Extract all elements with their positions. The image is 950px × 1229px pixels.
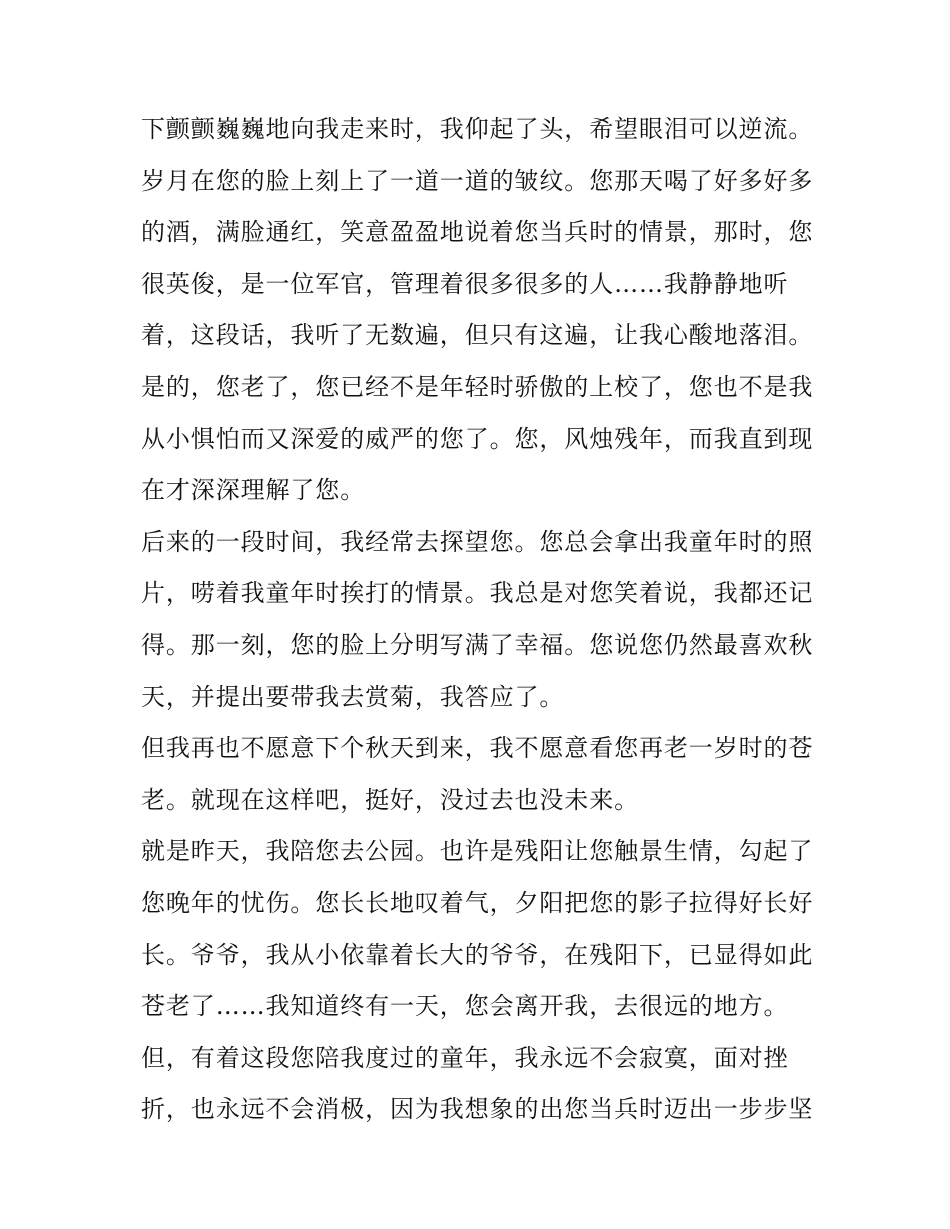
text-line: 岁月在您的脸上刻上了一道一道的皱纹。您那天喝了好多好多 (141, 166, 814, 195)
body-text (141, 104, 831, 1136)
text-line: 从小惧怕而又深爱的威严的您了。您，风烛残年，而我直到现 (141, 424, 814, 453)
text-line: 在才深深理解了您。 (141, 476, 366, 505)
text-line: 着，这段话，我听了无数遍，但只有这遍，让我心酸地落泪。 (141, 321, 814, 350)
text-line: 就是昨天，我陪您去公园。也许是残阳让您触景生情，勾起了 (141, 837, 814, 866)
text-line: 的酒，满脸通红，笑意盈盈地说着您当兵时的情景，那时，您 (141, 218, 814, 247)
text-line: 后来的一段时间，我经常去探望您。您总会拿出我童年时的照 (141, 527, 814, 556)
text-line: 但，有着这段您陪我度过的童年，我永远不会寂寞，面对挫 (141, 1043, 789, 1072)
text-line: 下颤颤巍巍地向我走来时，我仰起了头，希望眼泪可以逆流。 (141, 115, 814, 143)
text-line: 折，也永远不会消极，因为我想象的出您当兵时迈出一步步坚 (141, 1095, 814, 1124)
text-line: 苍老了……我知道终有一天，您会离开我，去很远的地方。 (141, 992, 789, 1021)
text-line: 老。就现在这样吧，挺好，没过去也没未来。 (141, 785, 639, 814)
text-line: 得。那一刻，您的脸上分明写满了幸福。您说您仍然最喜欢秋 (141, 630, 814, 659)
text-line: 是的，您老了，您已经不是年轻时骄傲的上校了，您也不是我 (141, 372, 814, 401)
text-line: 但我再也不愿意下个秋天到来，我不愿意看您再老一岁时的苍 (141, 734, 814, 763)
text-line: 您晚年的忧伤。您长长地叹着气，夕阳把您的影子拉得好长好 (141, 888, 814, 917)
text-line: 很英俊，是一位军官，管理着很多很多的人……我静静地听 (141, 269, 789, 298)
text-line: 片，唠着我童年时挨打的情景。我总是对您笑着说，我都还记 (141, 579, 814, 608)
text-line: 长。爷爷，我从小依靠着长大的爷爷，在残阳下，已显得如此 (141, 940, 814, 969)
text-line: 天，并提出要带我去赏菊，我答应了。 (141, 682, 565, 711)
